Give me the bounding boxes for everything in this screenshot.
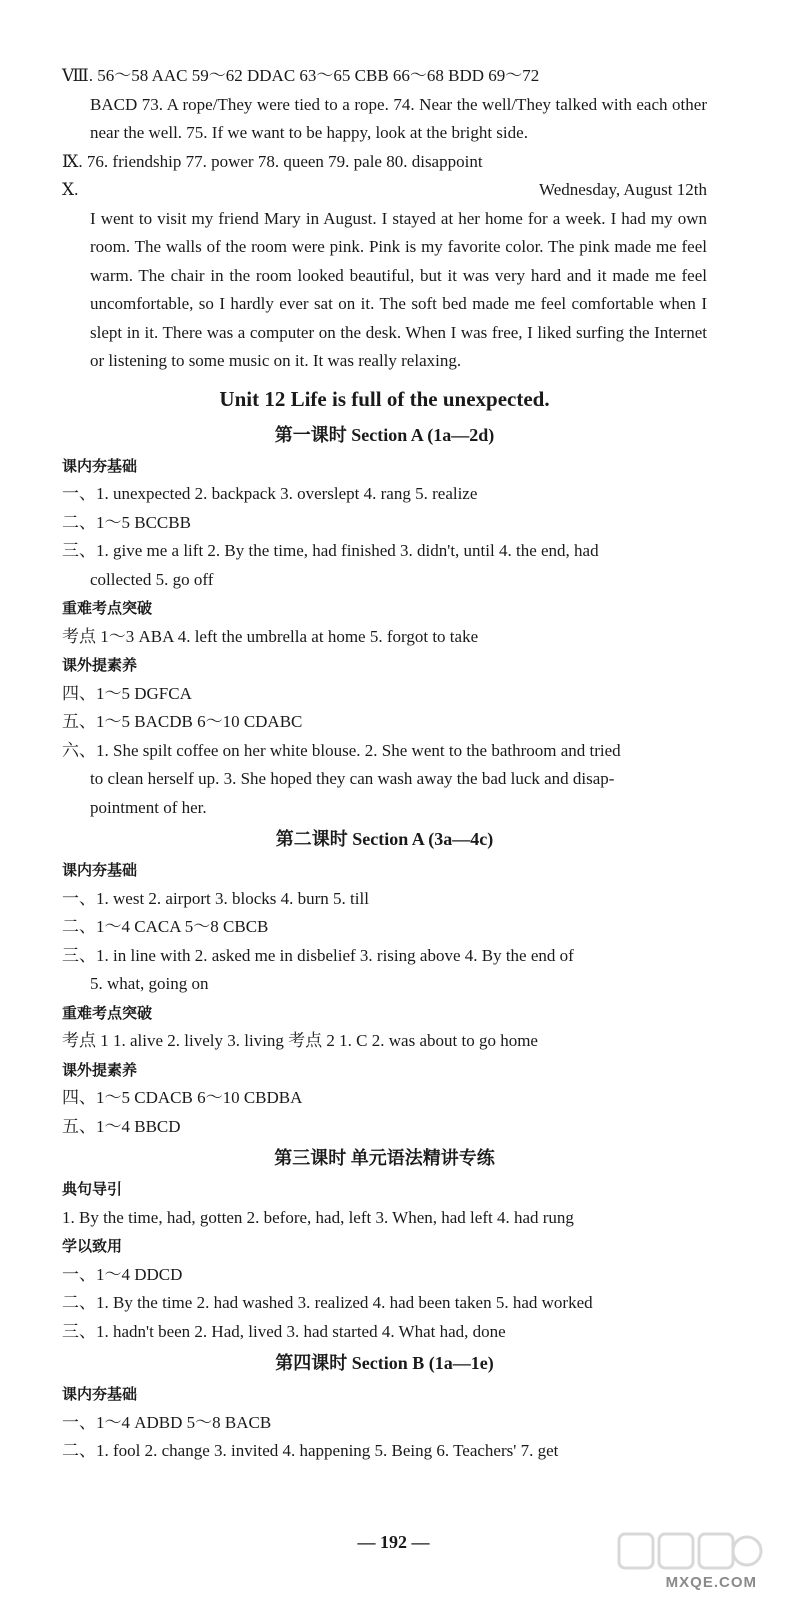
lesson-2-line: 考点 1 1. alive 2. lively 3. living 考点 2 1. C 2. was about to go home [62,1031,538,1050]
essay-date: Wednesday, August 12th [539,180,707,199]
section-8-line: Ⅷ. 56～58 AAC 59～62 DDAC 63～65 CBB 66～68 BDD 69～72 [62,66,540,85]
lesson-2-line: 二、1～4 CACA 5～8 CBCB [62,917,269,936]
section-10-header [62,176,707,205]
answer-page [62,62,707,1466]
lesson-4-title: 第四课时 Section B (1a—1e) [275,1353,494,1373]
lesson-1-line: pointment of her. [90,797,207,817]
section-8-answers: BACD 73. A rope/They were tied to a rope. 74. Near the well/They talked with each other near the well. 75. If we want to be happy, look at the bright side. [90,94,707,142]
lesson-4-line: 二、1. fool 2. change 3. invited 4. happening 5. Being 6. Teachers' 7. get [62,1441,559,1460]
lesson-1-line: 五、1～5 BACDB 6～10 CDABC [62,712,303,731]
lesson-1-line: 考点 1～3 ABA 4. left the umbrella at home 5. forgot to take [62,626,479,646]
essay-text: I went to visit my friend Mary in August. I stayed at her home for a week. I had my own room. The walls of the room were pink. Pink is my favorite color. The pink made me feel warm. The chair in the room looked beautiful, but it was very hard and it made me feel uncomfortable, so I hardly ever sat on it. The soft bed made me feel comfortable when I slept in it. There was a computer on the desk. When I was free, I liked surfing the Internet or listening to some music on it. It was really relaxing. [90,208,707,370]
lesson-1-heading-key-points: 重难考点突破 [62,599,153,617]
watermark-text: MXQE.COM [665,1574,757,1591]
lesson-3-heading-practice: 学以致用 [62,1237,123,1255]
lesson-2-line: 四、1～5 CDACB 6～10 CBDBA [62,1088,303,1107]
lesson-3-line: 1. By the time, had, gotten 2. before, had, left 3. When, had left 4. had rung [62,1207,574,1227]
lesson-3-heading-examples: 典句导引 [62,1180,123,1198]
lesson-1-line: 六、1. She spilt coffee on her white blouse. 2. She went to the bathroom and tried [62,740,621,760]
lesson-1-title: 第一课时 Section A (1a—2d) [274,424,495,445]
lesson-2-heading-basics: 课内夯基础 [62,861,138,879]
lesson-2-line: 一、1. west 2. airport 3. blocks 4. burn 5. till [62,888,369,908]
lesson-1-line: to clean herself up. 3. She hoped they can wash away the bad luck and disap- [90,769,615,788]
lesson-1-line: 二、1～5 BCCBB [62,512,191,532]
lesson-1-line: 三、1. give me a lift 2. By the time, had finished 3. didn't, until 4. the end, had [62,541,599,560]
lesson-1-line: 四、1～5 DGFCA [62,683,192,703]
lesson-2-line: 三、1. in line with 2. asked me in disbelief 3. rising above 4. By the end of [62,945,574,965]
lesson-2-title: 第二课时 Section A (3a—4c) [275,829,494,849]
section-10-label: Ⅹ. [62,180,79,199]
lesson-1-heading-basics: 课内夯基础 [62,456,138,475]
lesson-4-line: 一、1～4 ADBD 5～8 BACB [62,1412,272,1432]
lesson-2-line: 五、1～4 BBCD [62,1116,181,1136]
unit-title: Unit 12 Life is full of the unexpected. [219,386,550,411]
page-number: — 192 — [357,1532,430,1552]
lesson-1-line: 一、1. unexpected 2. backpack 3. overslept 4. rang 5. realize [62,484,478,503]
lesson-4-heading-basics: 课内夯基础 [62,1385,138,1403]
lesson-2-heading-key-points: 重难考点突破 [62,1003,153,1022]
section-9-answers: Ⅸ. 76. friendship 77. power 78. queen 79. pale 80. disappoint [62,151,483,171]
lesson-3-title: 第三课时 单元语法精讲专练 [274,1148,495,1168]
lesson-3-line: 二、1. By the time 2. had washed 3. realized 4. had been taken 5. had worked [62,1293,593,1312]
lesson-1-heading-extension: 课外提素养 [62,656,138,674]
lesson-3-line: 一、1～4 DDCD [62,1264,183,1284]
lesson-2-line: 5. what, going on [90,974,209,993]
lesson-2-heading-extension: 课外提素养 [62,1060,138,1079]
lesson-1-line: collected 5. go off [90,569,214,589]
lesson-3-line: 三、1. hadn't been 2. Had, lived 3. had started 4. What had, done [62,1321,506,1341]
